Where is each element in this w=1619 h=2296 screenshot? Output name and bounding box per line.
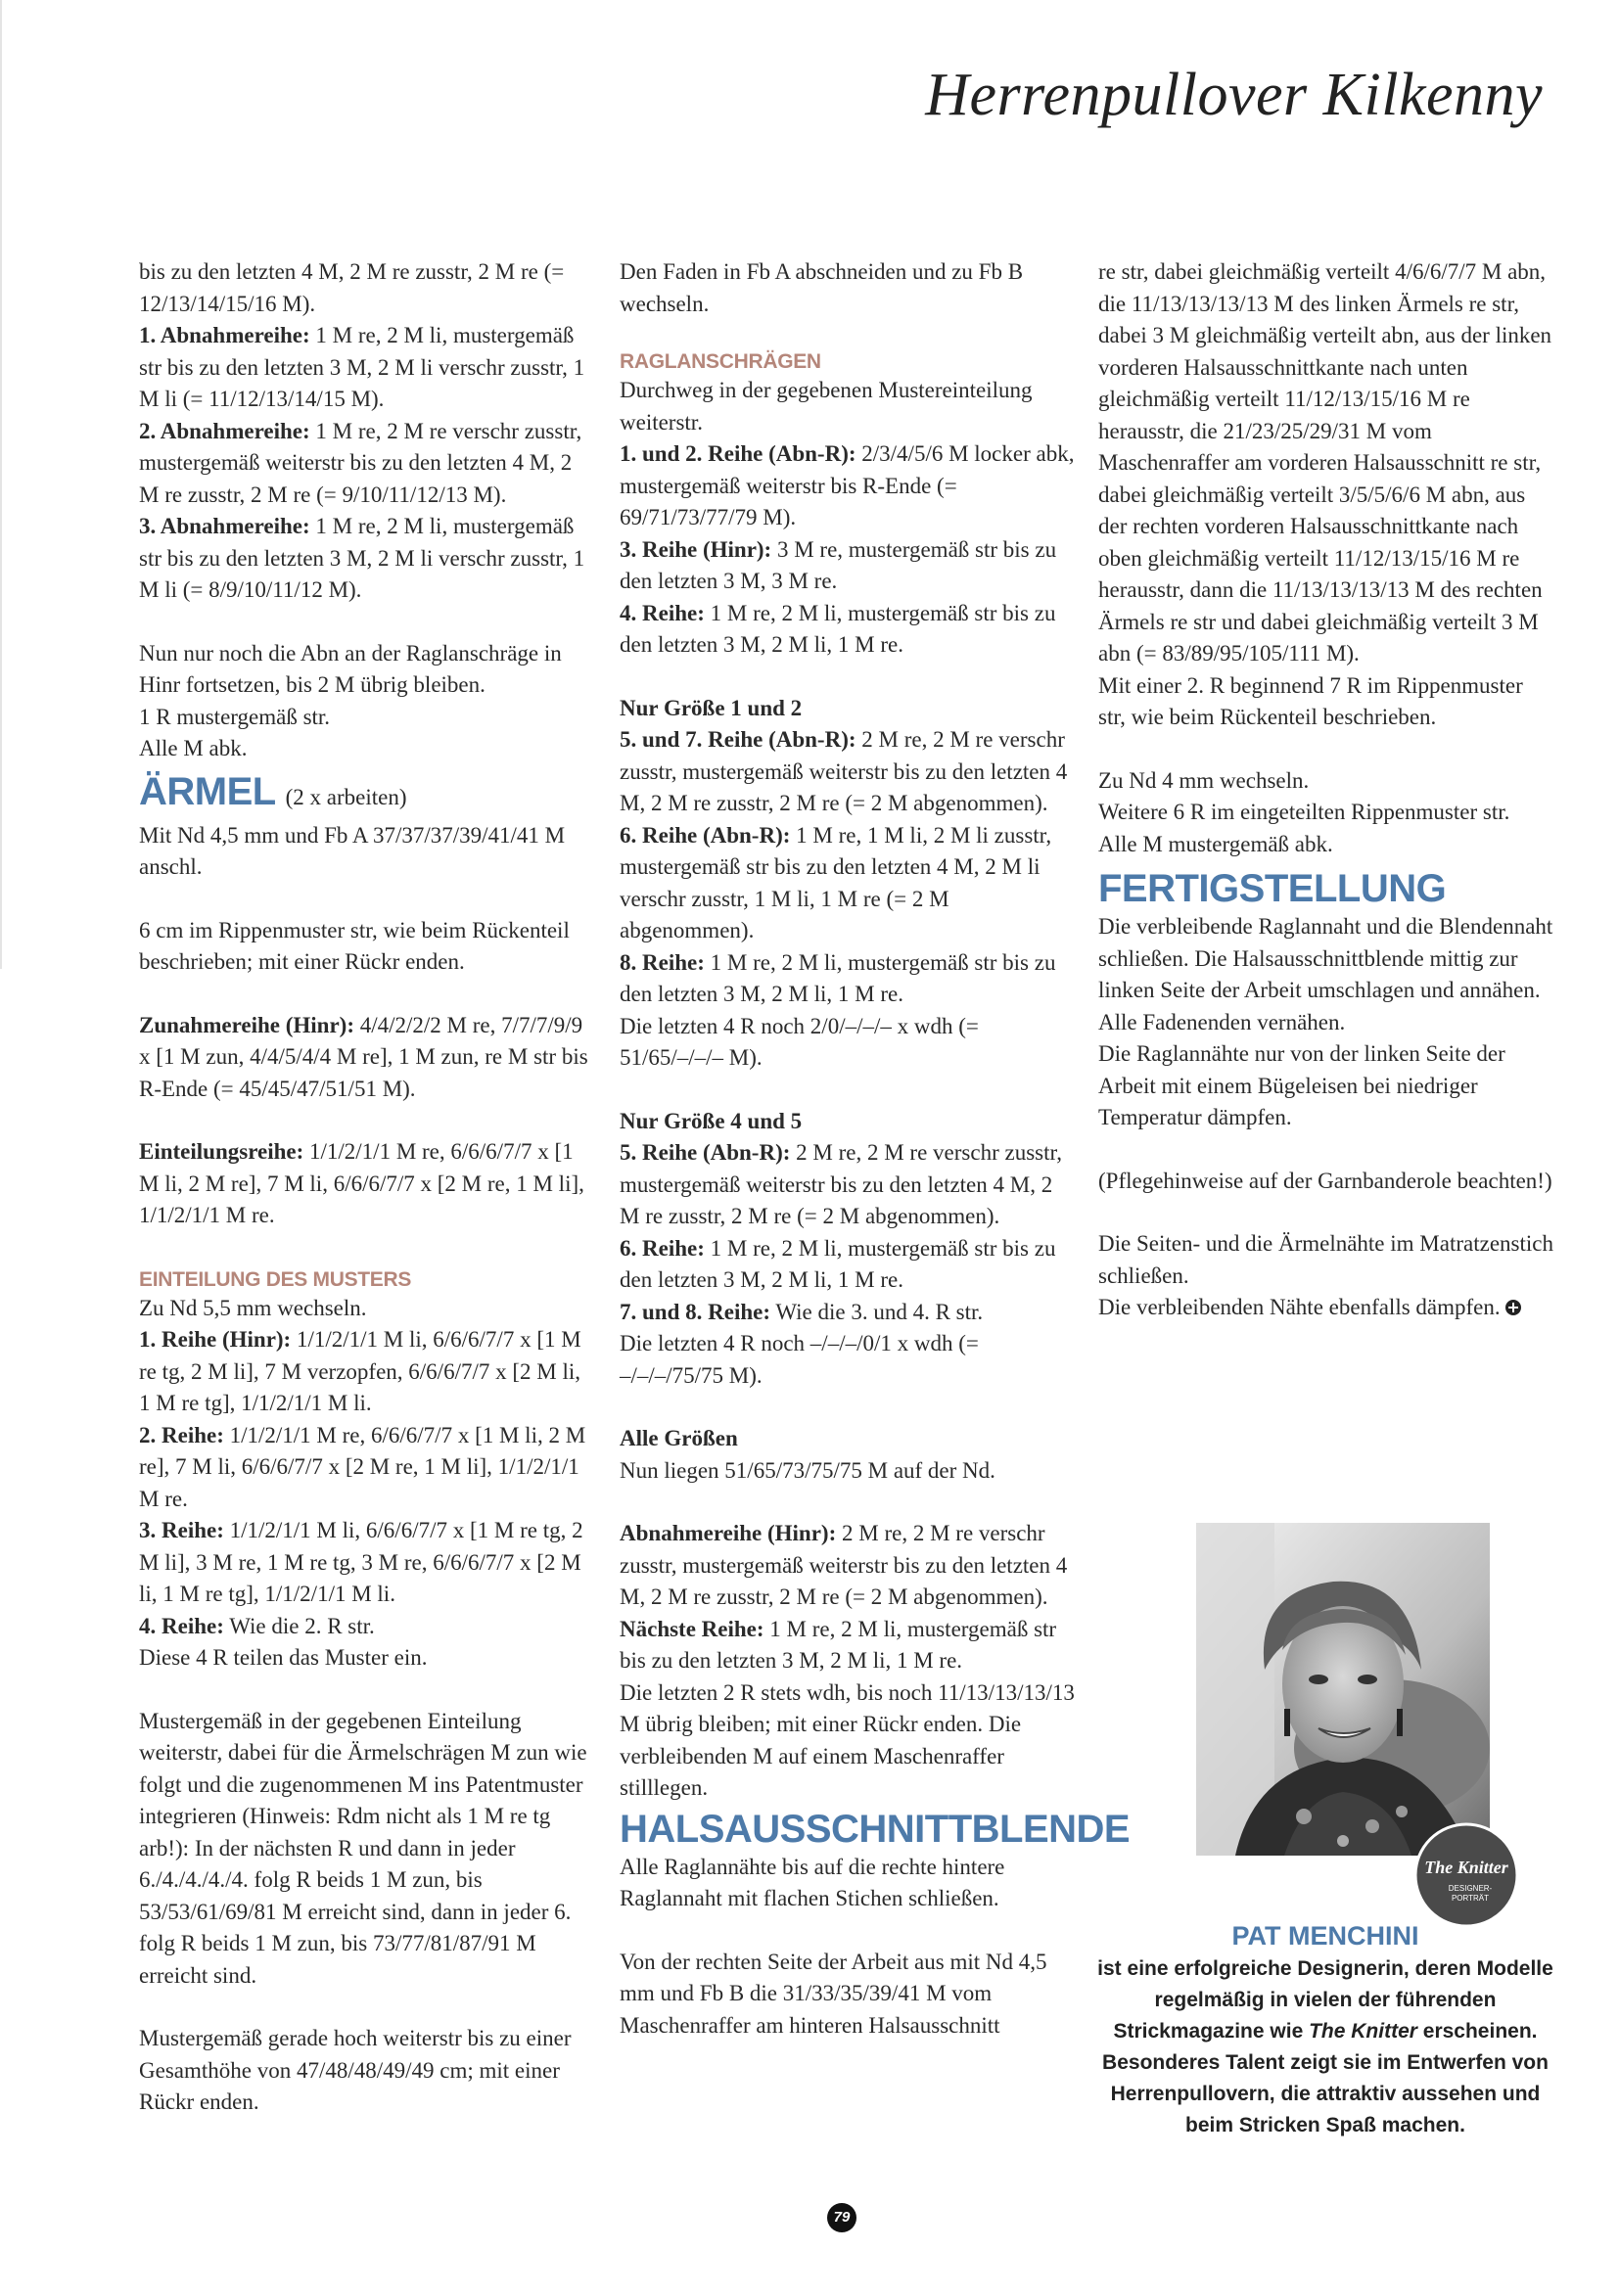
paragraph: Die Seiten- und die Ärmelnähte im Matratzenstich schließen. — [1098, 1231, 1553, 1288]
paragraph: 1. Reihe (Hinr): 1/1/2/1/1 M li, 6/6/6/7/7 x [1 M re tg, 2 M li], 7 M verzopfen, 6/6/6/7/7 x [2 M li, 1 M re tg], 1/1/2/1/1 M li. — [139, 1327, 581, 1415]
column-3 — [1098, 256, 1553, 1324]
designer-photo — [1196, 1523, 1490, 1856]
page-title: Herrenpullover Kilkenny — [925, 62, 1543, 128]
paragraph: Mustergemäß gerade hoch weiterstr bis zu einer Gesamthöhe von 47/48/48/49/49 cm; mit einer Rückr enden. — [139, 2026, 572, 2114]
paragraph: 4. Reihe: Wie die 2. R str. — [139, 1613, 375, 1638]
paragraph: Die verbleibende Raglannaht und die Blendennaht schließen. Die Halsausschnittblende mittig zur linken Seite der Arbeit umschlagen und annähen. — [1098, 914, 1553, 1002]
paragraph: 3. Reihe: 1/1/2/1/1 M li, 6/6/6/7/7 x [1 M re tg, 2 M li], 3 M re, 1 M re tg, 3 M re, 6/6/6/7/7 x [2 M li, 1 M re tg], 1/1/2/1/1 M li. — [139, 1518, 583, 1606]
paragraph: Nun nur noch die Abn an der Raglanschräge in Hinr fortsetzen, bis 2 M übrig bleiben. — [139, 640, 562, 697]
paragraph: Nächste Reihe: 1 M re, 2 M li, mustergemäß str bis zu den letzten 3 M, 2 M li, 1 M re. — [620, 1616, 1057, 1673]
paragraph: Alle Fadenenden vernähen. — [1098, 1009, 1346, 1034]
paragraph: 3. Abnahmereihe: 1 M re, 2 M li, mustergemäß str bis zu den letzten 3 M, 2 M li verschr zusstr, 1 M li (= 8/9/10/11/12 M). — [139, 514, 585, 602]
size-heading: Alle Größen — [620, 1426, 738, 1450]
paragraph: Mustergemäß in der gegebenen Einteilung weiterstr, dabei für die Ärmelschrägen M zun wie folgt und die zugenommenen M ins Patentmuster integrieren (Hinweis: Rdm nicht als 1 M re tg arb!): In der nächsten R und dann in jeder 6./4./4./4./4. folg R beids 1 M zun, bis 53/53/61/69/81 M erreicht sind, dann in jeder 6. folg R beids 1 M zun, bis 73/77/81/87/91 M erreicht sind. — [139, 1708, 587, 1988]
paragraph: Alle Raglannähte bis auf die rechte hintere Raglannaht mit flachen Stichen schließen. — [620, 1854, 1005, 1910]
column-2 — [620, 256, 1131, 2042]
paragraph: Zunahmereihe (Hinr): 4/4/2/2/2 M re, 7/7/7/9/9 x [1 M zun, 4/4/5/4/4 M re], 1 M zun, re M str bis R-Ende (= 45/45/47/51/51 M). — [139, 1012, 588, 1101]
end-mark-icon — [1505, 1300, 1521, 1315]
badge-line-1: DESIGNER- — [1448, 1884, 1493, 1893]
paragraph: Die letzten 4 R noch –/–/–/0/1 x wdh (= –/–/–/75/75 M). — [620, 1331, 979, 1388]
paragraph: Von der rechten Seite der Arbeit aus mit Nd 4,5 mm und Fb B die 31/33/35/39/41 M vom Maschenraffer am hinteren Halsausschnitt — [620, 1949, 1047, 2038]
column-1 — [139, 256, 594, 2119]
designer-bio — [1094, 1918, 1556, 2141]
paragraph: Die verbleibenden Nähte ebenfalls dämpfen. — [1098, 1292, 1553, 1324]
section-heading-fertigstellung: FERTIGSTELLUNG — [1098, 867, 1447, 910]
paragraph: Einteilungsreihe: 1/1/2/1/1 M re, 6/6/6/7/7 x [1 M li, 2 M re], 7 M li, 6/6/6/7/7 x [2 M re, 1 M li], 1/1/2/1/1 M re. — [139, 1139, 584, 1227]
paragraph: Mit einer 2. R beginnend 7 R im Rippenmuster str, wie beim Rückenteil beschrieben. — [1098, 672, 1523, 729]
designer-name: PAT MENCHINI — [1231, 1921, 1419, 1951]
paragraph: Die letzten 4 R noch 2/0/–/–/– x wdh (= 51/65/–/–/– M). — [620, 1013, 979, 1070]
subheading-raglan: RAGLANSCHRÄGEN — [620, 350, 821, 373]
paragraph: 3. Reihe (Hinr): 3 M re, mustergemäß str bis zu den letzten 3 M, 3 M re. — [620, 536, 1057, 593]
page-edge-line — [0, 0, 2, 969]
paragraph: 5. Reihe (Abn-R): 2 M re, 2 M re verschr zusstr, mustergemäß weiterstr bis zu den letzten 4 M, 2 M re zusstr, 2 M re (= 2 M abgenommen). — [620, 1140, 1062, 1228]
paragraph: Durchweg in der gegebenen Mustereinteilung weiterstr. — [620, 378, 1033, 435]
badge-line-2: PORTRÄT — [1451, 1894, 1490, 1903]
size-heading: Nur Größe 1 und 2 — [620, 695, 803, 720]
paragraph: 6. Reihe (Abn-R): 1 M re, 1 M li, 2 M li zusstr, mustergemäß str bis zu den letzten 4 M, 2 M li verschr zusstr, 1 M li, 1 M re (= 2 M abgenommen). — [620, 822, 1052, 942]
paragraph: 6. Reihe: 1 M re, 2 M li, mustergemäß str bis zu den letzten 3 M, 2 M li, 1 M re. — [620, 1235, 1056, 1292]
paragraph: 1. Abnahmereihe: 1 M re, 2 M li, mustergemäß str bis zu den letzten 3 M, 2 M li verschr zusstr, 1 M li (= 11/12/13/14/15 M). — [139, 323, 585, 411]
paragraph: Zu Nd 4 mm wechseln. — [1098, 767, 1310, 793]
section-heading-halsausschnittblende: HALSAUSSCHNITTBLENDE — [620, 1807, 1131, 1851]
paragraph: 2. Abnahmereihe: 1 M re, 2 M re verschr zusstr, mustergemäß weiterstr bis zu den letzten 4 M, 2 M re zusstr, 2 M re (= 9/10/11/12/13 M). — [139, 418, 582, 507]
paragraph: Mit Nd 4,5 mm und Fb A 37/37/37/39/41/41 M anschl. — [139, 822, 566, 879]
paragraph: Diese 4 R teilen das Muster ein. — [139, 1645, 428, 1670]
paragraph: bis zu den letzten 4 M, 2 M re zusstr, 2 M re (= 12/13/14/15/16 M). — [139, 259, 565, 316]
paragraph: 2. Reihe: 1/1/2/1/1 M re, 6/6/6/7/7 x [1 M li, 2 M re], 7 M li, 6/6/6/7/7 x [2 M re, 1 M li], 1/1/2/1/1 M re. — [139, 1422, 586, 1511]
paragraph: Alle M mustergemäß abk. — [1098, 831, 1333, 856]
paragraph: 8. Reihe: 1 M re, 2 M li, mustergemäß str bis zu den letzten 3 M, 2 M li, 1 M re. — [620, 949, 1056, 1006]
paragraph: Die letzten 2 R stets wdh, bis noch 11/13/13/13/13 M übrig bleiben; mit einer Rückr enden. Die verbleibenden M auf einem Maschenraffer stilllegen. — [620, 1679, 1075, 1800]
size-heading: Nur Größe 4 und 5 — [620, 1108, 803, 1133]
paragraph: Den Faden in Fb A abschneiden und zu Fb B wechseln. — [620, 259, 1024, 316]
bio-text: ist eine erfolgreiche Designerin, deren Modelle regelmäßig in vielen der führenden Strickmagazine wie The Knitter erscheinen. Besonderes Talent zeigt sie im Entwerfen von Herrenpullovern, die attraktiv aussehen und beim Stricken Spaß machen. — [1097, 1957, 1553, 2136]
paragraph: Nun liegen 51/65/73/75/75 M auf der Nd. — [620, 1457, 995, 1483]
paragraph: Weitere 6 R im eingeteilten Rippenmuster str. — [1098, 800, 1510, 824]
page-number: 79 — [827, 2203, 856, 2232]
section-heading-aermel: ÄRMEL (2 x arbeiten) — [139, 769, 407, 813]
subheading-einteilung: EINTEILUNG DES MUSTERS — [139, 1267, 412, 1291]
paragraph: Zu Nd 5,5 mm wechseln. — [139, 1295, 367, 1320]
paragraph: Alle M abk. — [139, 736, 248, 760]
designer-portrait-badge — [1413, 1822, 1519, 1928]
paragraph: Abnahmereihe (Hinr): 2 M re, 2 M re verschr zusstr, mustergemäß weiterstr bis zu den letzten 4 M, 2 M re zusstr, 2 M re (= 2 M abgenommen). — [620, 1521, 1068, 1609]
paragraph: 1 R mustergemäß str. — [139, 704, 331, 729]
paragraph: (Pflegehinweise auf der Garnbanderole beachten!) — [1098, 1168, 1552, 1193]
badge-brand-text: The Knitter — [1424, 1858, 1508, 1877]
paragraph: Die Raglannähte nur von der linken Seite der Arbeit mit einem Bügeleisen bei niedriger Temperatur dämpfen. — [1098, 1041, 1505, 1129]
paragraph: 7. und 8. Reihe: Wie die 3. und 4. R str. — [620, 1299, 984, 1324]
paragraph: 1. und 2. Reihe (Abn-R): 2/3/4/5/6 M locker abk, mustergemäß weiterstr bis R-Ende (= 69/71/73/77/79 M). — [620, 441, 1075, 529]
paragraph: 6 cm im Rippenmuster str, wie beim Rückenteil beschrieben; mit einer Rückr enden. — [139, 917, 570, 974]
paragraph: 5. und 7. Reihe (Abn-R): 2 M re, 2 M re verschr zusstr, mustergemäß weiterstr bis zu den letzten 4 M, 2 M re zusstr, 2 M re (= 2 M abgenommen). — [620, 727, 1068, 815]
paragraph: re str, dabei gleichmäßig verteilt 4/6/6/7/7 M abn, die 11/13/13/13/13 M des linken Ärmels re str, dabei 3 M gleichmäßig verteilt abn, aus der linken vorderen Halsausschnittkante nach unten gleichmäßig verteilt 11/12/13/15/16 M re herausstr, die 21/23/25/29/31 M vom Maschenraffer am vorderen Halsausschnitt re str, dabei gleichmäßig verteilt 3/5/5/6/6 M abn, aus der rechten vorderen Halsausschnittkante nach oben gleichmäßig verteilt 11/12/13/15/16 M re herausstr, dann die 11/13/13/13/13 M des rechten Ärmels re str und dabei gleichmäßig verteilt 3 M abn (= 83/89/95/105/111 M). — [1098, 259, 1552, 666]
paragraph: 4. Reihe: 1 M re, 2 M li, mustergemäß str bis zu den letzten 3 M, 2 M li, 1 M re. — [620, 600, 1056, 657]
